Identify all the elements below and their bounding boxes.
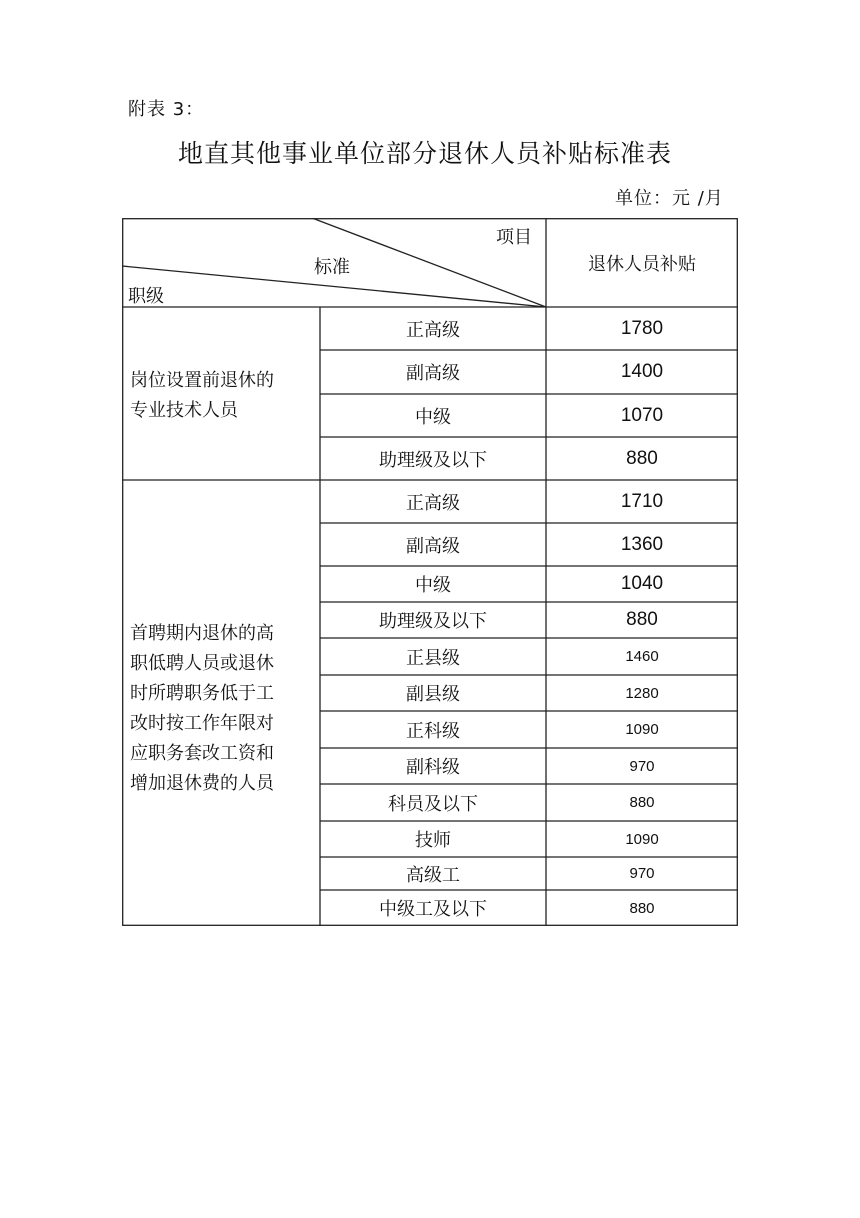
header-item-label: 项目 — [496, 227, 532, 248]
level-cell: 高级工 — [406, 864, 460, 886]
value-cell: 970 — [629, 757, 655, 775]
level-cell: 正高级 — [406, 492, 460, 514]
subsidy-table — [122, 218, 738, 926]
level-cell: 助理级及以下 — [379, 611, 487, 632]
value-cell: 880 — [629, 794, 655, 811]
group-label-line: 职低聘人员或退休 — [130, 653, 274, 674]
group-label-line: 改时按工作年限对 — [130, 713, 274, 734]
group-label-line: 应职务套改工资和 — [130, 743, 274, 764]
level-cell: 副科级 — [406, 757, 460, 778]
value-cell: 1710 — [620, 490, 664, 512]
group-label-line: 专业技术人员 — [130, 400, 238, 421]
value-cell: 880 — [629, 899, 655, 917]
level-cell: 科员及以下 — [388, 793, 478, 815]
value-cell: 1780 — [620, 317, 664, 339]
value-cell: 1460 — [625, 648, 659, 665]
value-cell: 970 — [629, 865, 655, 882]
value-cell: 1090 — [625, 830, 659, 848]
level-cell: 正高级 — [406, 319, 460, 341]
level-cell: 中级 — [415, 406, 451, 428]
level-cell: 正县级 — [406, 647, 460, 669]
value-cell: 1090 — [625, 721, 659, 738]
group-label-line: 首聘期内退休的高 — [130, 623, 274, 644]
value-cell: 1360 — [620, 533, 664, 555]
group-label-line: 岗位设置前退休的 — [130, 370, 274, 391]
level-cell: 中级工及以下 — [379, 899, 487, 920]
value-cell: 1400 — [620, 361, 664, 382]
group-label-2 — [130, 619, 274, 799]
level-cell: 助理级及以下 — [379, 449, 487, 471]
header-standard-label: 标准 — [314, 257, 350, 278]
value-cell: 880 — [626, 609, 658, 630]
group-label-line: 增加退休费的人员 — [130, 773, 274, 794]
group-label-1 — [130, 366, 274, 426]
level-cell: 副高级 — [406, 363, 460, 384]
level-cell: 中级 — [415, 575, 451, 596]
level-cell: 副县级 — [406, 684, 460, 705]
value-cell: 1280 — [625, 684, 659, 702]
value-cell: 880 — [626, 447, 658, 469]
group-label-line: 时所聘职务低于工 — [130, 683, 274, 704]
level-cell: 技师 — [415, 830, 451, 851]
unit-label: 单位：元 /月 — [615, 188, 724, 209]
header-subsidy-label: 退休人员补贴 — [588, 253, 696, 275]
appendix-label: 附表 3： — [128, 99, 205, 120]
level-cell: 正科级 — [406, 720, 460, 742]
level-cell: 副高级 — [406, 535, 460, 557]
value-cell: 1040 — [620, 573, 664, 594]
value-cell: 1070 — [620, 404, 664, 426]
header-level-label: 职级 — [128, 286, 164, 307]
page-title: 地直其他事业单位部分退休人员补贴标准表 — [178, 139, 673, 168]
